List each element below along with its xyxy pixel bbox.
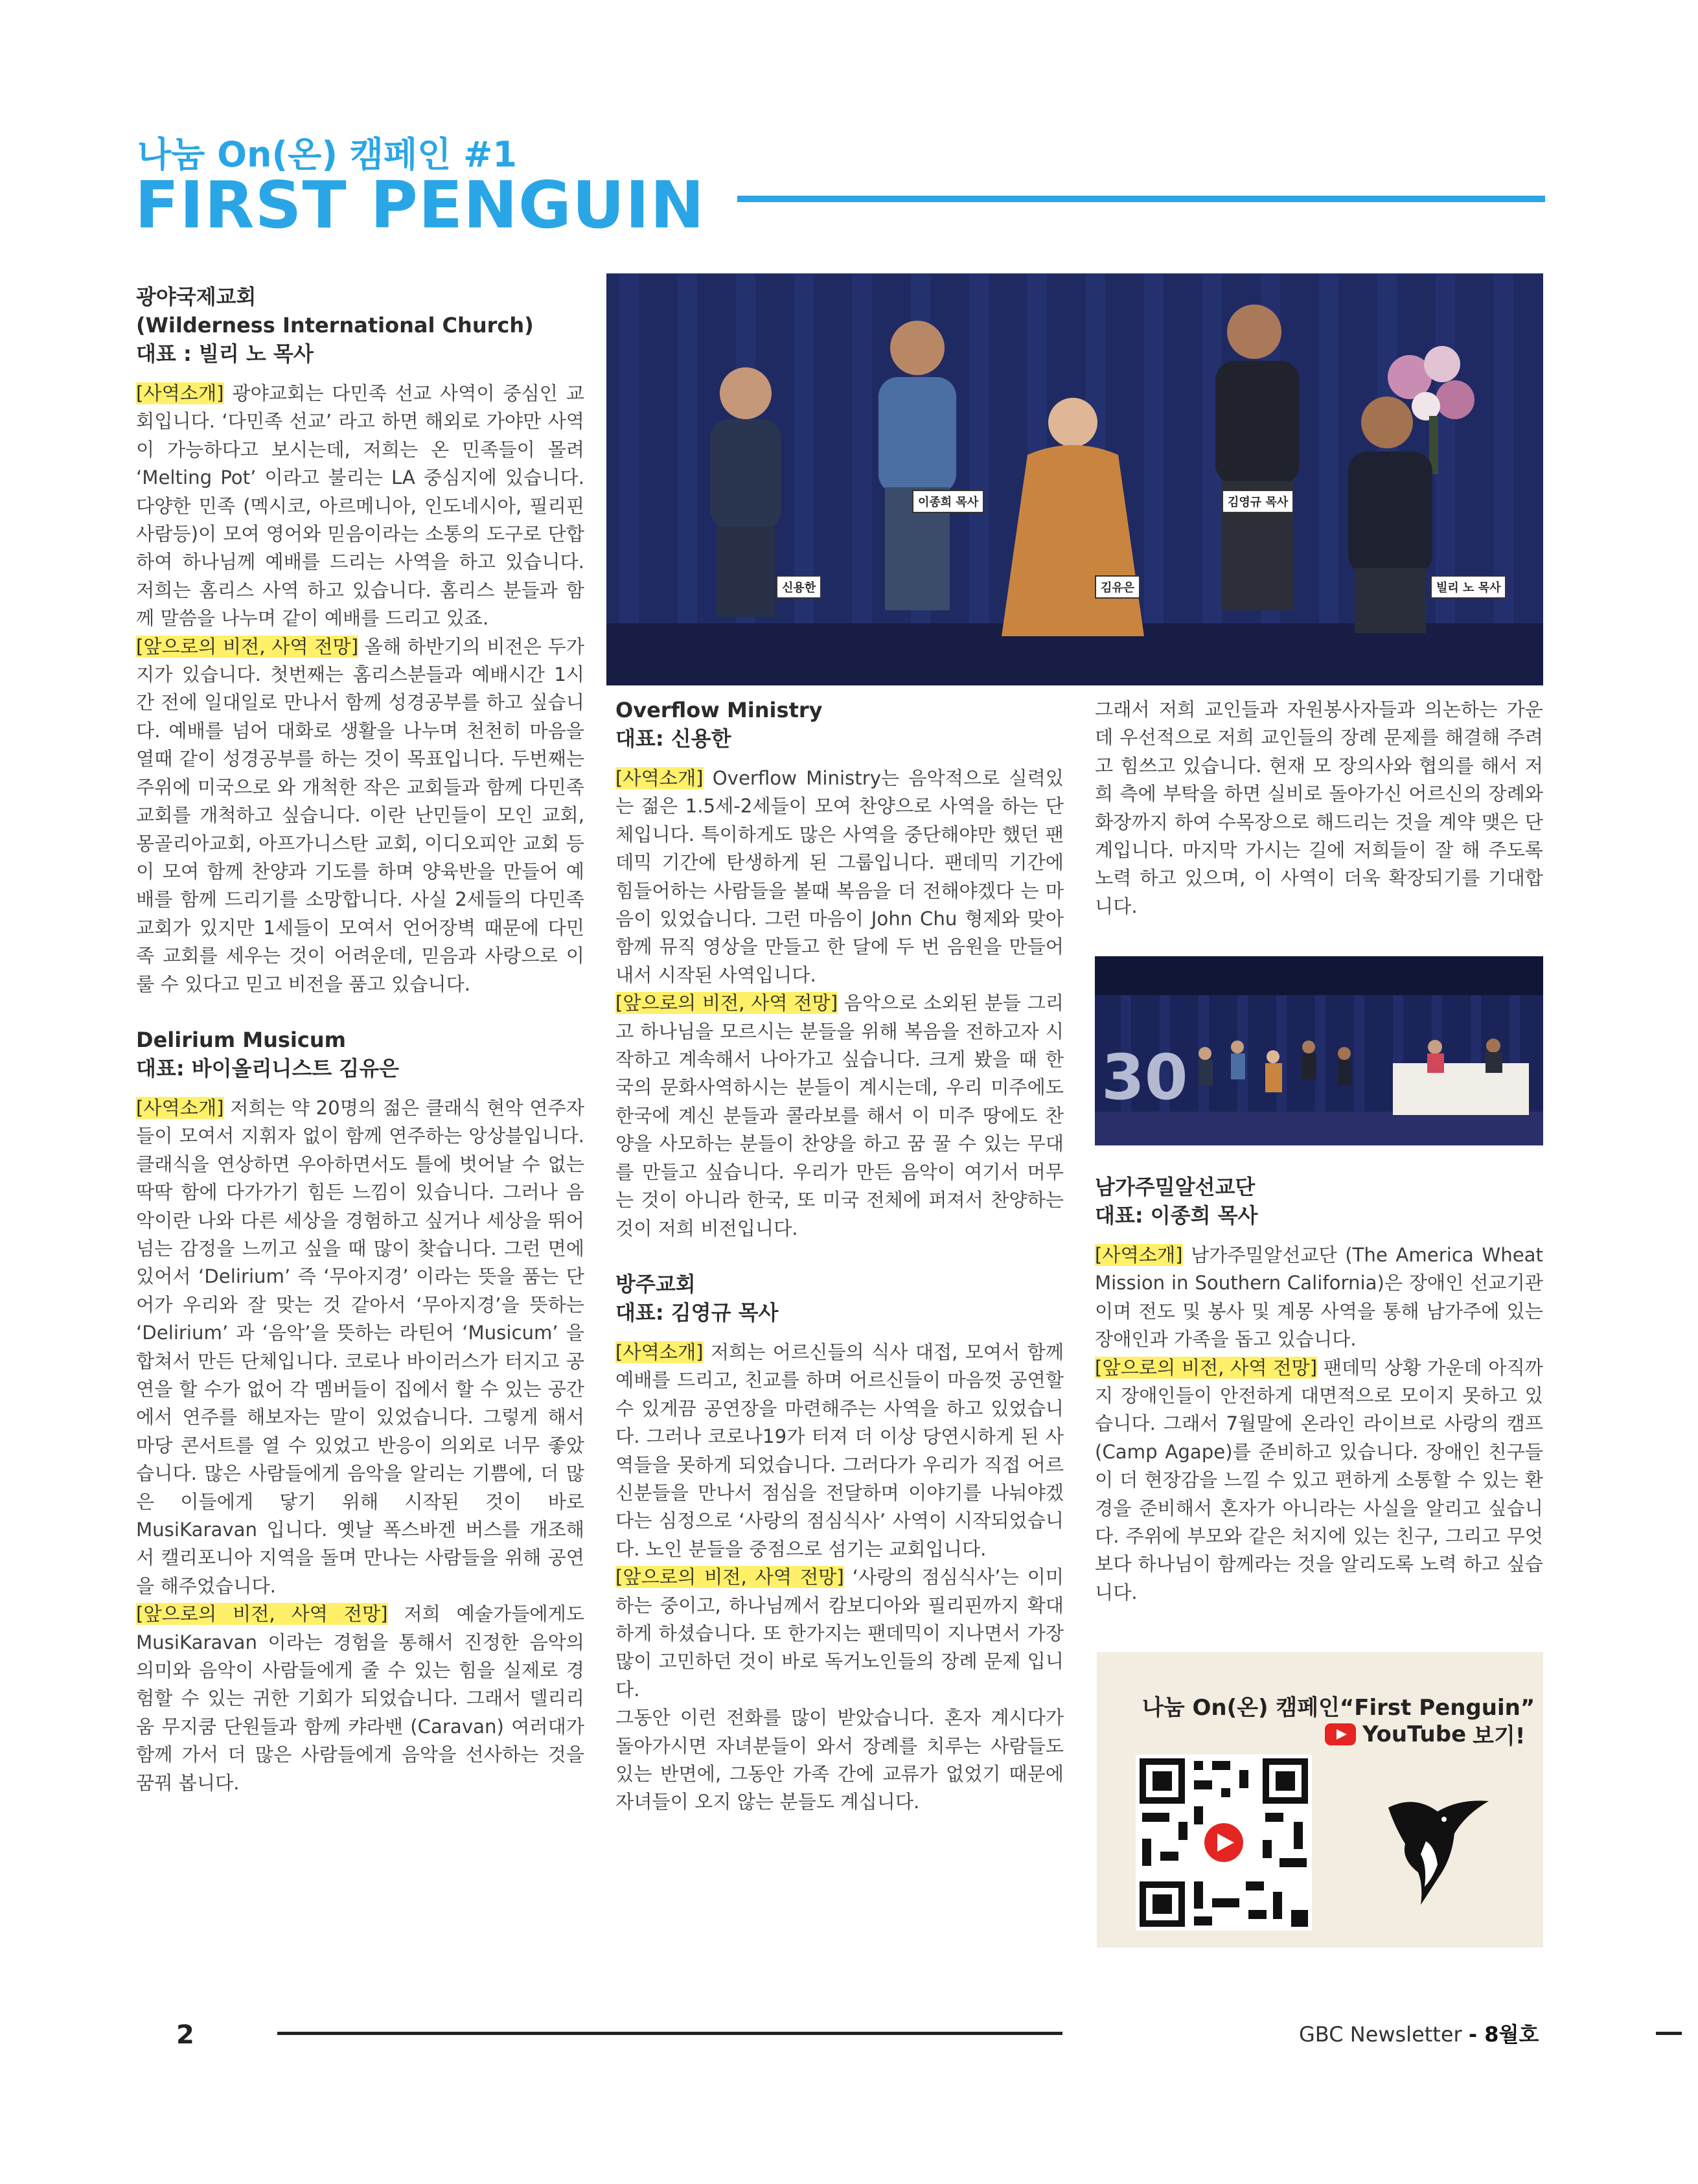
panel-photo <box>606 273 1543 685</box>
mission-leader: 대표: 이종희 목사 <box>1095 1203 1258 1228</box>
intro-tag: [사역소개] <box>615 767 704 789</box>
page-title: FIRST PENGUIN <box>135 167 706 243</box>
namgaju-vision <box>1095 1354 1543 1607</box>
campaign-subtitle: 나눔 On(온) 캠페인 #1 <box>137 134 517 175</box>
photo-label-kim-yueun: 김유은 <box>1095 575 1140 599</box>
vision-text: 팬데믹 상황 가운데 아직까지 장애인들이 안전하게 대면적으로 모이지 못하고 있습니다. 그래서 7월말에 온라인 라이브로 사랑의 캠프(Camp Agape)를 준비하고 있습니다. 장애인 친구들이 더 현장감을 느낄 수 있고 편하게 소통할 수 있는 환경을 준비해서 혼자가 아니라는 사실을 알리고 싶습니다. 주위에 부모와 같은 처지에 있는 친구, 그리고 무엇보다 하나님이 함께라는 것을 알리도록 노력 하고 싶습니다. <box>1095 1356 1544 1604</box>
ministry-leader: 대표: 신용한 <box>615 726 731 751</box>
vision-tag: [앞으로의 비전, 사역 전망] <box>1095 1356 1318 1379</box>
intro-tag: [사역소개] <box>1095 1244 1183 1266</box>
vision-text: 음악으로 소외된 분들 그리고 하나님을 모르시는 분들을 위해 복음을 전하고자 시작하고 계속해서 나아가고 싶습니다. 크게 봤을 때 한국의 문화사역하시는 분들이 계시는데, 우리 미주에도 한국에 계신 분들과 콜라보를 해서 이 미주 땅에도 찬양을 사모하는 분들이 찬양을 하고 꿈 꿀 수 있는 무대를 만들고 싶습니다. 우리가 만든 음악이 여기서 머무는 것이 아니라 한국, 또 미국 전체에 퍼져서 찬양하는 것이 저희 비전입니다. <box>615 992 1064 1239</box>
svg-text:30: 30 <box>1101 1041 1188 1114</box>
ministry-name: Overflow Ministry <box>615 698 823 722</box>
column-3-lower <box>1095 1173 1543 1607</box>
vision-tag: [앞으로의 비전, 사역 전망] <box>615 992 838 1015</box>
delirium-vision <box>136 1600 584 1797</box>
overflow-intro <box>615 764 1064 989</box>
footer-newsletter: GBC Newsletter - 8월호 <box>1299 2022 1539 2047</box>
youtube-link[interactable] <box>1325 1718 1525 1750</box>
footer-rule <box>277 2032 1062 2035</box>
section-heading-delirium <box>136 1026 584 1083</box>
intro-text: 저희는 약 20명의 젊은 클래식 현악 연주자들이 모여서 지휘자 없이 함께 연주하는 앙상블입니다. 클래식을 연상하면 우아하면서도 틀에 벗어날 수 없는 딱딱 함에 다가가기 힘든 느낌이 있습니다. 그러나 음악이란 나와 다른 세상을 경험하고 싶거나 세상을 뛰어넘는 감정을 느끼고 싶을 때 많이 찾습니다. 그런 면에 있어서 ‘Delirium’ 즉 ‘무아지경’ 이라는 뜻을 품는 단어가 우리와 잘 맞는 것 같아서 ‘무아지경’을 뜻하는 ‘Delirium’ 과 ‘음악’을 뜻하는 라틴어 ‘Musicum’ 을 합쳐서 만든 단체입니다. 코로나 바이러스가 터지고 공연을 할 수가 없어 각 멤버들이 집에서 할 수 있는 공간에서 연주를 해보자는 말이 있었습니다. 그렇게 해서 마당 콘서트를 열 수 있었고 반응이 의외로 너무 좋았습니다. 많은 사람들에게 음악을 알리는 기쁨에, 더 많은 이들에게 닿기 위해 시작된 것이 바로 MusiKaravan 입니다. 옛날 폭스바겐 버스를 개조해서 캘리포니아 지역을 돌며 만나는 사람들을 위해 공연을 해주었습니다. <box>136 1096 585 1597</box>
namgaju-intro <box>1095 1241 1543 1354</box>
bangju-intro <box>615 1339 1064 1563</box>
intro-tag: [사역소개] <box>136 382 224 404</box>
bangju-extra: 그동안 이런 전화를 많이 받았습니다. 혼자 계시다가 돌아가시면 자녀분들이 와서 장례를 치루는 사람들도 있는 반면에, 그동안 가족 간에 교류가 없었기 때문에 자녀들이 오지 않는 분들도 계십니다. <box>615 1707 1064 1813</box>
photo-label-kim-younggyu: 김영규 목사 <box>1222 490 1294 513</box>
vision-tag: [앞으로의 비전, 사역 전망] <box>136 1603 388 1626</box>
intro-tag: [사역소개] <box>136 1096 224 1119</box>
qr-code-icon <box>1136 1754 1312 1931</box>
section-heading-wilderness <box>136 282 584 368</box>
photo-label-billy: 빌리 노 목사 <box>1430 575 1506 599</box>
wilderness-intro <box>136 380 584 633</box>
page-number: 2 <box>176 2020 194 2050</box>
delirium-intro <box>136 1094 584 1600</box>
vision-tag: [앞으로의 비전, 사역 전망] <box>615 1566 844 1589</box>
section-heading-bangju <box>615 1270 1064 1327</box>
issue-label: 8월호 <box>1484 2022 1539 2047</box>
ensemble-leader: 대표: 바이올리니스트 김유은 <box>136 1055 400 1081</box>
youtube-play-icon <box>1325 1723 1356 1745</box>
vision-tag: [앞으로의 비전, 사역 전망] <box>136 635 359 658</box>
mission-name: 남가주밀알선교단 <box>1095 1175 1256 1199</box>
column-2 <box>615 696 1064 1817</box>
panel-photo-illustration <box>606 273 1543 685</box>
ensemble-name: Delirium Musicum <box>136 1027 346 1052</box>
bangju-vision <box>615 1563 1064 1704</box>
intro-text: Overflow Ministry는 음악적으로 실력있는 젊은 1.5세-2세들이 모여 찬양으로 사역을 하는 단체입니다. 특이하게도 많은 사역을 중단해야만 했던 팬데믹 기간에 탄생하게 된 그룹입니다. 팬데믹 기간에 힘들어하는 사람들을 볼때 복음을 더 전해야겠다 는 마음이 있었습니다. 그런 마음이 John Chu 형제와 맞아 함께 뮤직 영상을 만들고 한 달에 두 번 음원을 만들어 내서 시작된 사역입니다. <box>615 767 1064 986</box>
church-name: 방주교회 <box>615 1271 696 1296</box>
stage-photo <box>1095 956 1543 1145</box>
title-rule <box>737 196 1545 202</box>
church-name: 광야국제교회 <box>136 284 257 309</box>
section-heading-namgaju <box>1095 1173 1543 1230</box>
photo-label-shin: 신용한 <box>776 575 821 599</box>
stage-photo-illustration <box>1095 956 1543 1145</box>
vision-text: 저희 예술가들에게도 MusiKaravan 이라는 경험을 통해서 진정한 음악의 의미와 음악이 사람들에게 줄 수 있는 힘을 실제로 경험할 수 있는 귀한 기회가 되었습니다. 그래서 델리리움 무지쿰 단원들과 함께 캬라밴 (Caravan) 여러대가 함께 가서 더 많은 사람들에게 음악을 선사하는 것을 꿈꿔 봅니다. <box>136 1603 584 1794</box>
photo-label-lee: 이종희 목사 <box>912 490 984 513</box>
wilderness-vision <box>136 633 584 998</box>
church-leader: 대표 : 빌리 노 목사 <box>136 341 314 366</box>
youtube-wordmark: YouTube <box>1362 1721 1467 1747</box>
promo-title: 나눔 On(온) 캠페인“First Penguin” <box>1142 1695 1535 1721</box>
newsletter-name: GBC Newsletter <box>1299 2022 1462 2047</box>
intro-text: 저희는 어르신들의 식사 대접, 모여서 함께 예배를 드리고, 친교를 하며 어르신들이 마음껏 공연할 수 있게끔 공연장을 마련해주는 사역을 하고 있었습니다. 그러나 코로나19가 터져 더 이상 당연시하게 된 사역들을 못하게 되었습니다. 그러다가 우리가 직접 어르신분들을 만나서 점심을 전달하며 이야기를 나눠야겠다는 심정으로 ‘사랑의 점심식사’ 사역이 시작되었습니다. 노인 분들을 중점으로 섬기는 교회입니다. <box>615 1340 1064 1560</box>
vision-text: ‘사랑의 점심식사’는 이미 하는 중이고, 하나님께서 캄보디아와 필리핀까지 확대하게 하셨습니다. 또 한가지는 팬데믹이 지나면서 가장 많이 고민하던 것이 바로 독거노인들의 장례 문제 입니다. <box>615 1566 1064 1701</box>
section-heading-overflow <box>615 696 1064 753</box>
church-name-en: (Wilderness International Church) <box>136 313 534 338</box>
church-leader: 대표: 김영규 목사 <box>615 1300 779 1325</box>
column-1 <box>136 282 584 1797</box>
qr-code[interactable] <box>1136 1754 1312 1931</box>
bangju-continued: 그래서 저희 교인들과 자원봉사자들과 의논하는 가운데 우선적으로 저희 교인들의 장례 문제를 해결해 주려고 힘쓰고 있습니다. 현재 모 장의사와 협의를 해서 저희 측에 부탁을 하면 실비로 돌아가신 어르신의 장례와 화장까지 하여 수목장으로 해드리는 것을 계약 맺은 단계입니다. 마지막 가시는 길에 저희들이 잘 해 주도록 노력 하고 있으며, 이 사역이 더욱 확장되기를 기대합니다. <box>1095 698 1543 917</box>
penguin-icon <box>1375 1782 1505 1911</box>
column-3 <box>1095 696 1543 921</box>
intro-text: 광야교회는 다민족 선교 사역이 중심인 교회입니다. ‘다민족 선교’ 라고 하면 해외로 가야만 사역이 가능하다고 보시는데, 저희는 온 민족들이 몰려 ‘Melting Pot’ 이라고 불리는 LA 중심지에 있습니다. 다양한 민족 (멕시코, 아르메니아, 인도네시아, 필리핀 사람등)이 모여 영어와 믿음이라는 소통의 도구로 단합하여 하나님께 예배를 드리는 사역을 하고 있습니다. 저희는 홈리스 사역 하고 있습니다. 홈리스 분들과 함께 말씀을 나누며 같이 예배를 드리고 있죠. <box>136 382 584 630</box>
vision-text: 올해 하반기의 비전은 두가지가 있습니다. 첫번째는 홈리스분들과 예배시간 1시간 전에 일대일로 만나서 함께 성경공부를 하고 싶습니다. 예배를 넘어 대화로 생활을 나누며 천천히 마음을 열때 같이 성경공부를 하는 것이 목표입니다. 두번째는 주위에 미국으로 와 개척한 작은 교회들과 함께 다민족 교회를 개척하고 싶습니다. 이란 난민들이 모인 교회, 몽골리아교회, 아프가니스탄 교회, 이디오피안 교회 등이 모여 함께 찬양과 기도를 하며 양육반을 만들어 예배를 함께 드리기를 소망합니다. 사실 2세들의 다민족 교회가 있지만 1세들이 모여서 언어장벽 때문에 다민족 교회를 세우는 것이 어려운데, 믿음과 사랑으로 이룰 수 있다고 믿고 비전을 품고 있습니다. <box>136 635 584 995</box>
footer-dash <box>1656 2032 1682 2035</box>
intro-text: 남가주밀알선교단 (The America Wheat Mission in Southern California)은 장애인 선교기관이며 전도 및 봉사 및 계몽 사역을 통해 남가주에 있는 장애인과 가족을 돕고 있습니다. <box>1095 1244 1543 1351</box>
intro-tag: [사역소개] <box>615 1340 704 1363</box>
youtube-promo-box <box>1097 1652 1543 1948</box>
overflow-vision <box>615 989 1064 1243</box>
youtube-watch-label: 보기! <box>1473 1723 1526 1749</box>
